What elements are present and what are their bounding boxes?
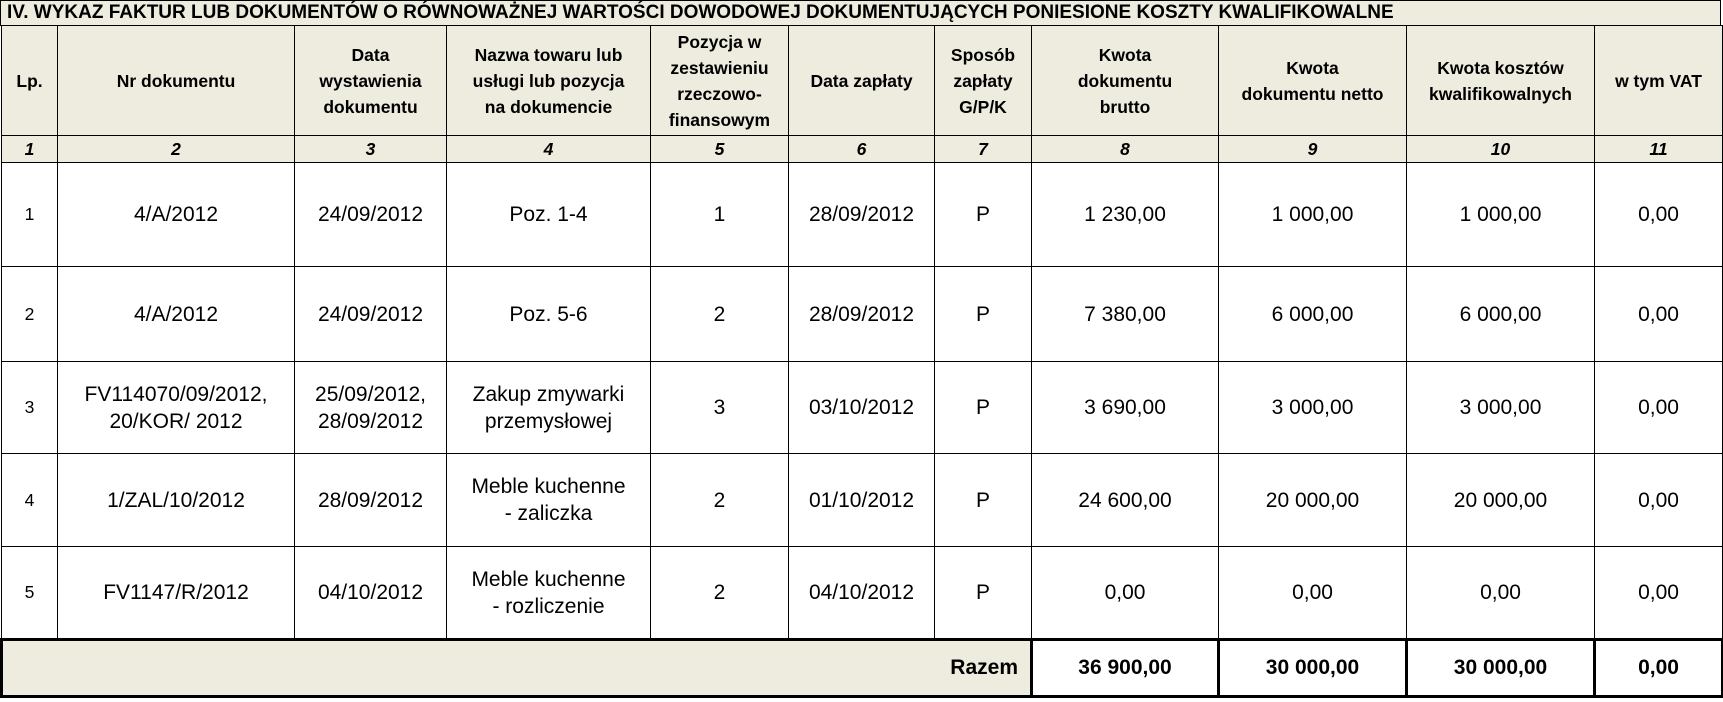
text-line: rzeczowo-: [677, 83, 762, 104]
text-line: Pozycja w: [677, 31, 762, 52]
table-row: [2, 163, 1723, 267]
cell-lp: 1: [2, 163, 58, 267]
cell-brutto: 3 690,00: [1032, 362, 1219, 454]
text-line: Data: [351, 44, 390, 65]
cell-nazwa: [447, 454, 651, 547]
column-number-row: [2, 136, 1723, 163]
cell-data-zaplaty: 04/10/2012: [789, 547, 935, 640]
documents-table: [0, 25, 1723, 698]
text-line: w tym VAT: [1615, 70, 1702, 91]
text-line: - zaliczka: [504, 502, 593, 525]
cell-lp: 2: [2, 267, 58, 362]
text-line: Meble kuchenne: [471, 567, 626, 591]
cell-nr-dokumentu: [58, 362, 295, 454]
cell-vat: 0,00: [1595, 267, 1723, 362]
cell-netto: 0,00: [1219, 547, 1407, 640]
text-line: przemysłowej: [484, 409, 613, 433]
cell-kwalif: 1 000,00: [1407, 163, 1595, 267]
column-number: 8: [1032, 136, 1219, 163]
cell-netto: 6 000,00: [1219, 267, 1407, 362]
text-line: FV114070/09/2012,: [84, 382, 268, 406]
cell-lp: 4: [2, 454, 58, 547]
text-line: 24/09/2012: [317, 302, 424, 326]
section-title: IV. WYKAZ FAKTUR LUB DOKUMENTÓW O RÓWNOWAŻNEJ WARTOŚCI DOWODOWEJ DOKUMENTUJĄCYCH PONIESIONE KOSZTY KWALIFIKOWALNE: [0, 0, 1721, 26]
text-line: 4/A/2012: [133, 302, 219, 326]
cell-nazwa: [447, 267, 651, 362]
column-number: 2: [58, 136, 295, 163]
cell-data-wystawienia: [295, 547, 447, 640]
column-number: 4: [447, 136, 651, 163]
text-line: zestawieniu: [670, 57, 769, 78]
column-number: 6: [789, 136, 935, 163]
cell-pozycja: 2: [651, 454, 789, 547]
table-row: [2, 267, 1723, 362]
header-pozycja: [651, 26, 789, 136]
text-line: 20/KOR/ 2012: [109, 409, 243, 433]
column-number: 5: [651, 136, 789, 163]
text-line: Sposób: [950, 44, 1016, 65]
cell-vat: 0,00: [1595, 163, 1723, 267]
total-brutto: 36 900,00: [1032, 640, 1219, 697]
cell-kwalif: 3 000,00: [1407, 362, 1595, 454]
cell-lp: 5: [2, 547, 58, 640]
text-line: Kwota kosztów: [1437, 57, 1564, 78]
header-lp: [2, 26, 58, 136]
total-label: Razem: [2, 640, 1032, 697]
header-sposob-zaplaty: [935, 26, 1032, 136]
text-line: 25/09/2012,: [315, 382, 426, 406]
text-line: dokumentu: [1077, 70, 1173, 91]
text-line: 24/09/2012: [317, 203, 424, 226]
text-line: 28/09/2012: [317, 488, 424, 512]
cell-data-zaplaty: 03/10/2012: [789, 362, 935, 454]
cell-pozycja: 3: [651, 362, 789, 454]
cell-vat: 0,00: [1595, 454, 1723, 547]
cell-kwalif: 0,00: [1407, 547, 1595, 640]
text-line: Poz. 5-6: [509, 302, 588, 326]
cell-netto: 3 000,00: [1219, 362, 1407, 454]
text-line: zapłaty: [953, 70, 1013, 91]
cell-data-wystawienia: [295, 362, 447, 454]
text-line: Lp.: [16, 70, 43, 91]
cell-kwalif: 20 000,00: [1407, 454, 1595, 547]
column-number: 11: [1595, 136, 1723, 163]
text-line: dokumentu: [323, 96, 418, 117]
cell-pozycja: 2: [651, 547, 789, 640]
cell-brutto: 7 380,00: [1032, 267, 1219, 362]
table-row: [2, 362, 1723, 454]
text-line: FV1147/R/2012: [103, 581, 249, 604]
header-nazwa-towaru: [447, 26, 651, 136]
text-line: Zakup zmywarki: [472, 382, 625, 406]
cell-pozycja: 2: [651, 267, 789, 362]
column-number: 3: [295, 136, 447, 163]
text-line: na dokumencie: [484, 96, 613, 117]
cell-data-wystawienia: [295, 454, 447, 547]
total-vat: 0,00: [1595, 640, 1723, 697]
cell-pozycja: 1: [651, 163, 789, 267]
header-kwota-kwalifikowalna: [1407, 26, 1595, 136]
cell-sposob: P: [935, 267, 1032, 362]
text-line: Nazwa towaru lub: [474, 44, 623, 65]
total-netto: 30 000,00: [1219, 640, 1407, 697]
cell-vat: 0,00: [1595, 362, 1723, 454]
cell-nr-dokumentu: [58, 267, 295, 362]
cell-nazwa: [447, 547, 651, 640]
column-number: 7: [935, 136, 1032, 163]
header-kwota-brutto: [1032, 26, 1219, 136]
text-line: Nr dokumentu: [116, 70, 236, 91]
cell-brutto: 24 600,00: [1032, 454, 1219, 547]
cell-sposob: P: [935, 163, 1032, 267]
cell-vat: 0,00: [1595, 547, 1723, 640]
text-line: - rozliczenie: [492, 594, 605, 618]
text-line: finansowym: [668, 109, 771, 130]
table-row: [2, 547, 1723, 640]
column-number: 10: [1407, 136, 1595, 163]
text-line: Kwota: [1098, 44, 1152, 65]
text-line: wystawienia: [319, 70, 422, 91]
total-kwalif: 30 000,00: [1407, 640, 1595, 697]
text-line: Poz. 1-4: [509, 203, 588, 226]
header-vat: [1595, 26, 1723, 136]
text-line: G/P/K: [959, 96, 1007, 117]
header-nr-dokumentu: [58, 26, 295, 136]
text-line: brutto: [1099, 96, 1151, 117]
text-line: usługi lub pozycja: [472, 70, 625, 91]
cell-nazwa: [447, 163, 651, 267]
text-line: 28/09/2012: [317, 409, 424, 433]
cell-nr-dokumentu: [58, 163, 295, 267]
column-number: 1: [2, 136, 58, 163]
text-line: 04/10/2012: [317, 581, 424, 604]
cell-sposob: P: [935, 547, 1032, 640]
cell-brutto: 1 230,00: [1032, 163, 1219, 267]
cell-data-wystawienia: [295, 267, 447, 362]
cell-data-zaplaty: 28/09/2012: [789, 163, 935, 267]
cell-data-wystawienia: [295, 163, 447, 267]
text-line: Kwota: [1286, 57, 1339, 78]
cell-nr-dokumentu: [58, 547, 295, 640]
column-number: 9: [1219, 136, 1407, 163]
table-row: [2, 454, 1723, 547]
text-line: 1/ZAL/10/2012: [107, 488, 245, 512]
cell-brutto: 0,00: [1032, 547, 1219, 640]
cell-lp: 3: [2, 362, 58, 454]
header-data-zaplaty: [789, 26, 935, 136]
cell-data-zaplaty: 01/10/2012: [789, 454, 935, 547]
cell-nazwa: [447, 362, 651, 454]
cell-sposob: P: [935, 454, 1032, 547]
text-line: Meble kuchenne: [471, 475, 626, 498]
text-line: 4/A/2012: [133, 203, 219, 226]
cell-netto: 20 000,00: [1219, 454, 1407, 547]
header-row: [2, 26, 1723, 136]
cell-nr-dokumentu: [58, 454, 295, 547]
header-data-wystawienia: [295, 26, 447, 136]
header-kwota-netto: [1219, 26, 1407, 136]
cell-netto: 1 000,00: [1219, 163, 1407, 267]
text-line: Data zapłaty: [810, 70, 913, 91]
cell-data-zaplaty: 28/09/2012: [789, 267, 935, 362]
cell-sposob: P: [935, 362, 1032, 454]
text-line: kwalifikowalnych: [1429, 83, 1572, 104]
cell-kwalif: 6 000,00: [1407, 267, 1595, 362]
total-row: [2, 640, 1723, 697]
text-line: dokumentu netto: [1241, 83, 1384, 104]
